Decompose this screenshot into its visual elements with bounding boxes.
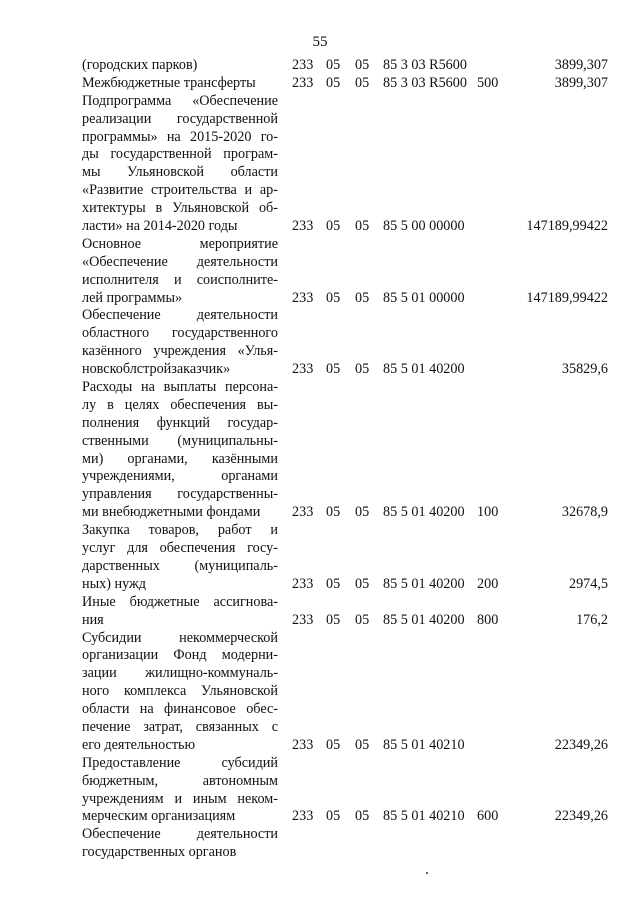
description-line: «Обеспечение деятельности bbox=[82, 253, 278, 270]
section-code: 05 bbox=[326, 504, 341, 521]
table-row bbox=[0, 826, 640, 862]
description-line: учреждениям и иным неком- bbox=[82, 790, 278, 807]
subsection-code: 05 bbox=[355, 736, 370, 753]
admin-code: 233 bbox=[292, 808, 314, 825]
row-codes bbox=[0, 218, 640, 236]
row-codes bbox=[0, 737, 640, 755]
section-code: 05 bbox=[326, 611, 341, 628]
subsection-code: 05 bbox=[355, 218, 370, 235]
row-codes bbox=[0, 844, 640, 862]
target-article-code: 85 3 03 R5600 bbox=[383, 57, 467, 73]
admin-code: 233 bbox=[292, 361, 314, 378]
description-line: ласти» на 2014-2020 годы bbox=[82, 218, 238, 235]
table-row bbox=[0, 755, 640, 827]
description-line: дарственных (муниципаль- bbox=[82, 557, 278, 574]
table-row bbox=[0, 236, 640, 308]
amount: 35829,6 bbox=[561, 361, 608, 378]
description-line: реализации государственной bbox=[82, 110, 278, 127]
table-row bbox=[0, 630, 640, 755]
description-line: Обеспечение деятельности bbox=[82, 826, 278, 843]
description-line: государственных органов bbox=[82, 844, 237, 861]
description-line: зации жилищно-коммуналь- bbox=[82, 665, 278, 682]
description-line: Межбюджетные трансферты bbox=[82, 74, 256, 91]
description-line: управления государственны- bbox=[82, 486, 278, 503]
description-line: полнения функций государ- bbox=[82, 414, 278, 431]
table-row bbox=[0, 307, 640, 379]
description-line: Обеспечение деятельности bbox=[82, 307, 278, 324]
amount: 22349,26 bbox=[554, 808, 608, 825]
description-line: Основное мероприятие bbox=[82, 235, 278, 252]
expense-type-code: 100 bbox=[477, 504, 499, 521]
amount: 2974,5 bbox=[568, 575, 608, 592]
description-line: исполнителя и соисполните- bbox=[82, 271, 278, 288]
description-line: ственными (муниципальны- bbox=[82, 432, 278, 449]
page-number: 55 bbox=[312, 34, 328, 50]
description-line: (городских парков) bbox=[82, 57, 198, 73]
target-article-code: 85 5 01 40200 bbox=[383, 575, 465, 592]
amount: 32678,9 bbox=[561, 504, 608, 521]
subsection-code: 05 bbox=[355, 57, 370, 73]
admin-code: 233 bbox=[292, 289, 314, 306]
description-line: казённого учреждения «Улья- bbox=[82, 343, 278, 360]
table-row bbox=[0, 594, 640, 630]
target-article-code: 85 5 01 40210 bbox=[383, 808, 465, 825]
description-line: хитектуры в Ульяновской об- bbox=[82, 200, 278, 217]
description-line: Закупка товаров, работ и bbox=[82, 522, 278, 539]
budget-table bbox=[0, 57, 640, 862]
admin-code: 233 bbox=[292, 611, 314, 628]
admin-code: 233 bbox=[292, 504, 314, 521]
subsection-code: 05 bbox=[355, 361, 370, 378]
description-line: его деятельностью bbox=[82, 736, 196, 753]
description-line: Подпрограмма «Обеспечение bbox=[82, 92, 278, 109]
description-line: Иные бюджетные ассигнова- bbox=[82, 593, 278, 610]
subsection-code: 05 bbox=[355, 808, 370, 825]
description-line: Расходы на выплаты персона- bbox=[82, 379, 278, 396]
description-line: мы Ульяновской области bbox=[82, 164, 278, 181]
row-codes bbox=[0, 361, 640, 379]
row-codes bbox=[0, 808, 640, 826]
row-codes bbox=[0, 576, 640, 594]
row-codes bbox=[0, 57, 640, 75]
scan-speck bbox=[426, 872, 428, 874]
target-article-code: 85 5 01 40200 bbox=[383, 361, 465, 378]
expense-type-code: 600 bbox=[477, 808, 499, 825]
section-code: 05 bbox=[326, 361, 341, 378]
section-code: 05 bbox=[326, 808, 341, 825]
expense-type-code: 800 bbox=[477, 611, 499, 628]
subsection-code: 05 bbox=[355, 504, 370, 521]
table-row bbox=[0, 57, 640, 75]
description-line: «Развитие строительства и ар- bbox=[82, 182, 278, 199]
description-line: мерческим организациям bbox=[82, 808, 236, 825]
amount: 147189,99422 bbox=[526, 218, 608, 235]
description-line: бюджетным, автономным bbox=[82, 772, 278, 789]
row-codes bbox=[0, 290, 640, 308]
description-line: печение затрат, связанных с bbox=[82, 718, 278, 735]
subsection-code: 05 bbox=[355, 575, 370, 592]
admin-code: 233 bbox=[292, 736, 314, 753]
section-code: 05 bbox=[326, 575, 341, 592]
description-line: лей программы» bbox=[82, 289, 183, 306]
amount: 176,2 bbox=[576, 611, 608, 628]
row-codes bbox=[0, 612, 640, 630]
expense-type-code: 200 bbox=[477, 575, 499, 592]
description-line: области на финансовое обес- bbox=[82, 701, 278, 718]
target-article-code: 85 5 01 40210 bbox=[383, 736, 465, 753]
admin-code: 233 bbox=[292, 575, 314, 592]
description-line: организации Фонд модерни- bbox=[82, 647, 278, 664]
subsection-code: 05 bbox=[355, 289, 370, 306]
section-code: 05 bbox=[326, 218, 341, 235]
subsection-code: 05 bbox=[355, 611, 370, 628]
section-code: 05 bbox=[326, 289, 341, 306]
section-code: 05 bbox=[326, 57, 341, 73]
description-line: ми) органами, казёнными bbox=[82, 450, 278, 467]
description-line: учреждениями, органами bbox=[82, 468, 278, 485]
description-line: новскоблстройзаказчик» bbox=[82, 361, 231, 378]
subsection-code: 05 bbox=[355, 74, 370, 91]
table-row bbox=[0, 75, 640, 93]
description-line: областного государственного bbox=[82, 325, 278, 342]
section-code: 05 bbox=[326, 736, 341, 753]
amount: 3899,307 bbox=[554, 57, 608, 73]
description-line: Субсидии некоммерческой bbox=[82, 629, 278, 646]
description-line: ного комплекса Ульяновской bbox=[82, 683, 278, 700]
target-article-code: 85 5 01 40200 bbox=[383, 504, 465, 521]
row-description bbox=[82, 93, 278, 236]
target-article-code: 85 5 00 00000 bbox=[383, 218, 465, 235]
description-line: лу в целях обеспечения вы- bbox=[82, 396, 278, 413]
amount: 22349,26 bbox=[554, 736, 608, 753]
target-article-code: 85 3 03 R5600 bbox=[383, 74, 467, 91]
amount: 147189,99422 bbox=[526, 289, 608, 306]
description-line: программы» на 2015-2020 го- bbox=[82, 128, 278, 145]
description-line: ния bbox=[82, 611, 104, 628]
table-row bbox=[0, 93, 640, 236]
target-article-code: 85 5 01 40200 bbox=[383, 611, 465, 628]
table-row bbox=[0, 379, 640, 522]
target-article-code: 85 5 01 00000 bbox=[383, 289, 465, 306]
description-line: ми внебюджетными фондами bbox=[82, 504, 261, 521]
description-line: ных) нужд bbox=[82, 575, 147, 592]
table-row bbox=[0, 522, 640, 594]
admin-code: 233 bbox=[292, 218, 314, 235]
amount: 3899,307 bbox=[554, 74, 608, 91]
description-line: Предоставление субсидий bbox=[82, 754, 278, 771]
row-codes bbox=[0, 75, 640, 93]
description-line: услуг для обеспечения госу- bbox=[82, 540, 278, 557]
section-code: 05 bbox=[326, 74, 341, 91]
row-description bbox=[82, 379, 278, 522]
admin-code: 233 bbox=[292, 57, 314, 73]
row-codes bbox=[0, 504, 640, 522]
description-line: ды государственной програм- bbox=[82, 146, 278, 163]
expense-type-code: 500 bbox=[477, 74, 499, 91]
admin-code: 233 bbox=[292, 74, 314, 91]
